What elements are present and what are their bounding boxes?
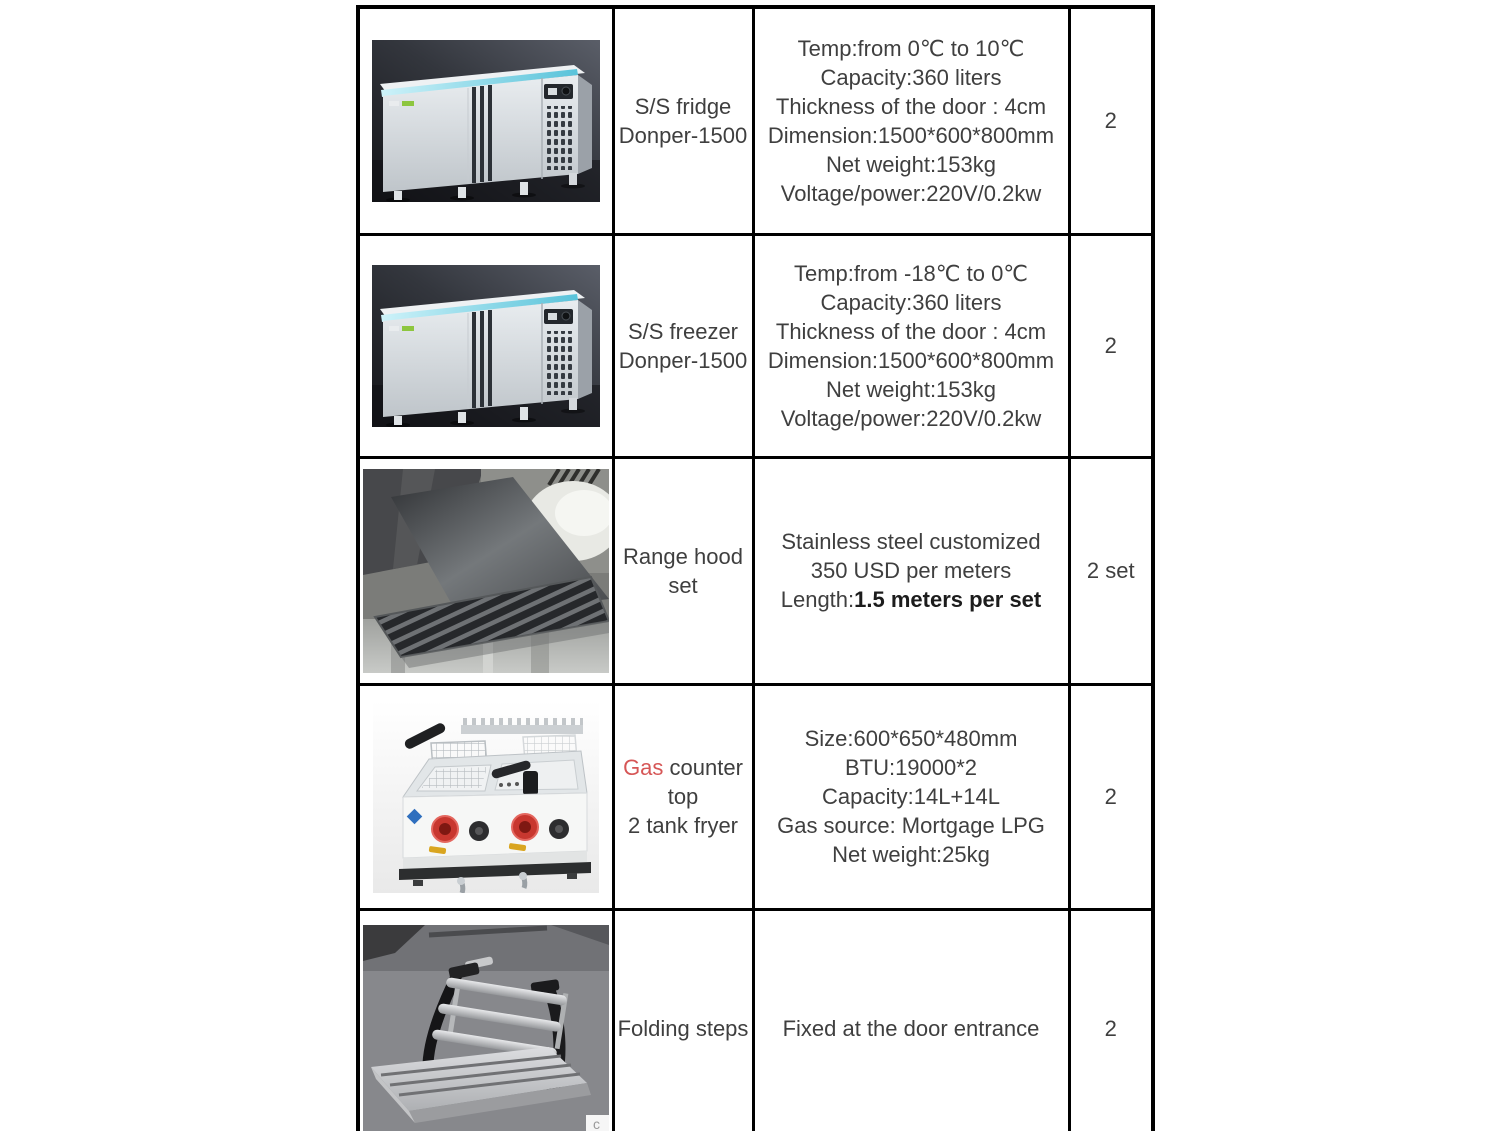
- text-run: Thickness of the door : 4cm: [775, 93, 1047, 119]
- spec-line: [755, 811, 1068, 840]
- spec-line: [755, 556, 1068, 585]
- specs-cell: [753, 909, 1069, 1131]
- text-run: set: [668, 572, 698, 598]
- qty-cell: [1069, 684, 1153, 909]
- text-run: Donper-1500: [618, 122, 748, 148]
- text-run: Dimension:1500*600*800mm: [767, 347, 1055, 373]
- spec-line: [755, 259, 1068, 288]
- name-cell: [613, 234, 753, 457]
- photo-cell: [358, 234, 613, 457]
- spec-line: [755, 179, 1068, 208]
- spec-line: [755, 375, 1068, 404]
- text-run: Thickness of the door : 4cm: [775, 318, 1047, 344]
- name-cell: [613, 684, 753, 909]
- name-cell: [613, 909, 753, 1131]
- text-run: Net weight:25kg: [832, 842, 990, 867]
- qty-cell: [1069, 7, 1153, 234]
- spec-line: [755, 404, 1068, 433]
- fridge-photo: [372, 40, 600, 202]
- equipment-row: [358, 234, 1153, 457]
- text-run: Capacity:14L+14L: [822, 784, 1000, 809]
- qty-value: 2: [1104, 107, 1117, 133]
- spec-line: [755, 1014, 1068, 1043]
- text-run: Net weight:153kg: [826, 376, 996, 402]
- product-name-line: [615, 782, 752, 811]
- range-hood-photo: [363, 469, 609, 673]
- text-run: Range hood: [623, 543, 743, 569]
- text-run: Gas: [623, 755, 664, 780]
- photo-cell: [358, 684, 613, 909]
- text-run: 350 USD per meters: [810, 558, 1012, 583]
- equipment-row: [358, 7, 1153, 234]
- qty-cell: [1069, 457, 1153, 684]
- product-name-line: [615, 317, 752, 346]
- product-name-line: [615, 92, 752, 121]
- text-run: Net weight:153kg: [826, 151, 996, 177]
- text-run: Folding steps: [617, 1016, 749, 1042]
- text-run: Voltage/power:220V/0.2kw: [780, 180, 1042, 206]
- text-run: S/S fridge: [634, 93, 732, 119]
- spec-line: [755, 34, 1068, 63]
- name-cell: [613, 7, 753, 234]
- spec-line: [755, 585, 1068, 614]
- text-run: counter: [663, 755, 743, 780]
- spec-line: [755, 840, 1068, 869]
- product-name-line: [615, 121, 752, 150]
- product-name-line: [615, 811, 752, 840]
- text-run: Length:: [780, 587, 855, 612]
- specs-cell: [753, 7, 1069, 234]
- qty-value: 2: [1104, 332, 1117, 358]
- specs-cell: [753, 457, 1069, 684]
- equipment-table: [356, 5, 1155, 1131]
- photo-cell: [358, 909, 613, 1131]
- text-run: Size:600*650*480mm: [804, 726, 1018, 751]
- qty-value: 2: [1104, 1015, 1117, 1041]
- spec-line: [755, 150, 1068, 179]
- freezer-photo: [372, 265, 600, 427]
- text-run: BTU:19000*2: [844, 755, 978, 780]
- qty-cell: [1069, 234, 1153, 457]
- fryer-photo: [373, 701, 599, 893]
- equipment-row: [358, 457, 1153, 684]
- specs-cell: [753, 684, 1069, 909]
- text-run: Capacity:360 liters: [820, 64, 1002, 90]
- text-run: 1.5 meters per set: [854, 587, 1042, 612]
- text-run: Capacity:360 liters: [820, 289, 1002, 315]
- spec-line: [755, 121, 1068, 150]
- qty-value: 2 set: [1086, 557, 1135, 583]
- spec-line: [755, 724, 1068, 753]
- spec-line: [755, 317, 1068, 346]
- text-run: Donper-1500: [618, 347, 748, 373]
- photo-cell: [358, 457, 613, 684]
- text-run: Temp:from -18℃ to 0℃: [793, 260, 1029, 286]
- name-cell: [613, 457, 753, 684]
- text-run: top: [667, 784, 699, 809]
- photo-cell: [358, 7, 613, 234]
- product-name-line: [615, 542, 752, 571]
- spec-line: [755, 288, 1068, 317]
- text-run: Gas source: Mortgage LPG: [777, 813, 1045, 838]
- spec-line: [755, 92, 1068, 121]
- text-run: Temp:from 0℃ to 10℃: [797, 35, 1025, 61]
- specs-cell: [753, 234, 1069, 457]
- text-run: 2 tank fryer: [627, 813, 739, 838]
- spec-line: [755, 753, 1068, 782]
- product-name-line: [615, 346, 752, 375]
- equipment-table-body: [358, 7, 1153, 1131]
- qty-cell: [1069, 909, 1153, 1131]
- text-run: Voltage/power:220V/0.2kw: [780, 405, 1042, 431]
- spec-line: [755, 63, 1068, 92]
- folding-steps-photo: [363, 925, 609, 1131]
- text-run: Dimension:1500*600*800mm: [767, 122, 1055, 148]
- product-name-line: [615, 1014, 752, 1043]
- product-name-line: [615, 753, 752, 782]
- spec-line: [755, 346, 1068, 375]
- equipment-row: [358, 909, 1153, 1131]
- product-name-line: [615, 571, 752, 600]
- qty-value: 2: [1104, 783, 1117, 809]
- text-run: Fixed at the door entrance: [782, 1016, 1040, 1042]
- text-run: Stainless steel customized: [781, 529, 1041, 554]
- equipment-row: [358, 684, 1153, 909]
- text-run: S/S freezer: [627, 318, 739, 344]
- spec-line: [755, 527, 1068, 556]
- spec-line: [755, 782, 1068, 811]
